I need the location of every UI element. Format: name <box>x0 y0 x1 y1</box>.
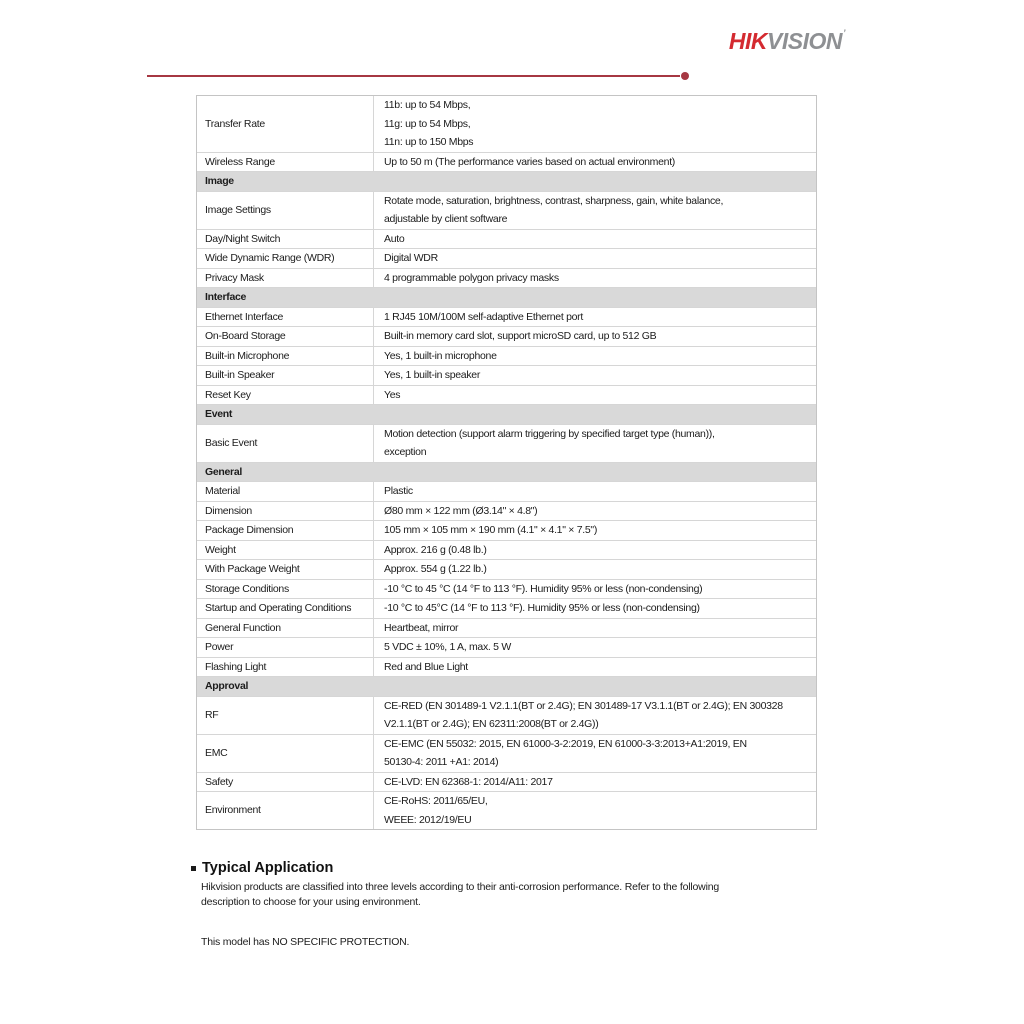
table-row <box>197 696 816 734</box>
spec-value-line: Built-in memory card slot, support microSD card, up to 512 GB <box>384 330 657 342</box>
spec-label: Safety <box>197 773 374 792</box>
section-header-interface: Interface <box>197 287 816 307</box>
spec-label: Package Dimension <box>197 521 374 540</box>
spec-value <box>374 580 816 599</box>
spec-value-line: Up to 50 m (The performance varies based on actual environment) <box>384 155 676 168</box>
spec-value <box>374 425 816 462</box>
spec-value <box>374 502 816 521</box>
table-row <box>197 598 816 618</box>
header-divider-line <box>147 75 680 77</box>
spec-label: Weight <box>197 541 374 560</box>
spec-value <box>374 619 816 638</box>
spec-label: Power <box>197 638 374 657</box>
spec-value-line: CE-RED (EN 301489-1 V2.1.1(BT or 2.4G); EN 301489-17 V3.1.1(BT or 2.4G); EN 300328 <box>384 699 783 712</box>
spec-value <box>374 599 816 618</box>
spec-value-line: Approx. 216 g (0.48 lb.) <box>384 543 487 556</box>
spec-label: Ethernet Interface <box>197 308 374 327</box>
spec-value-line: Plastic <box>384 485 413 497</box>
table-row <box>197 579 816 599</box>
spec-value-line: 50130-4: 2011 +A1: 2014) <box>384 756 499 768</box>
table-row <box>197 96 816 152</box>
section-header-approval: Approval <box>197 676 816 696</box>
spec-label: Dimension <box>197 502 374 521</box>
table-row <box>197 618 816 638</box>
section-header-general: General <box>197 462 816 482</box>
spec-value-line: Rotate mode, saturation, brightness, contrast, sharpness, gain, white balance, <box>384 194 724 207</box>
spec-value-line: Auto <box>384 232 405 245</box>
logo-trademark-mark: ’ <box>842 28 845 38</box>
spec-value-line: 11g: up to 54 Mbps, <box>384 117 471 130</box>
spec-value <box>374 96 816 152</box>
spec-value-line: Approx. 554 g (1.22 lb.) <box>384 563 487 575</box>
table-row <box>197 229 816 249</box>
spec-label: With Package Weight <box>197 560 374 579</box>
body-line: Hikvision products are classified into three levels according to their anti-corrosion performance. Refer to the following <box>201 881 719 893</box>
section-header-image: Image <box>197 171 816 191</box>
table-row <box>197 191 816 229</box>
spec-value-line: -10 °C to 45°C (14 °F to 113 °F). Humidity 95% or less (non-condensing) <box>384 602 700 614</box>
table-row <box>197 481 816 501</box>
spec-label: Transfer Rate <box>197 96 374 152</box>
spec-value-line: 5 VDC ± 10%, 1 A, max. 5 W <box>384 641 511 653</box>
spec-value <box>374 697 816 734</box>
typical-application-title: Typical Application <box>202 860 334 876</box>
divider-end-dot <box>681 72 689 80</box>
spec-label: Reset Key <box>197 386 374 405</box>
table-row <box>197 152 816 172</box>
spec-label: Built-in Speaker <box>197 366 374 385</box>
spec-label: Material <box>197 482 374 501</box>
logo-vision-text: VISION <box>767 28 842 54</box>
spec-value <box>374 249 816 268</box>
spec-value-line: 4 programmable polygon privacy masks <box>384 271 559 284</box>
spec-value <box>374 735 816 772</box>
table-row <box>197 365 816 385</box>
spec-value-line: WEEE: 2012/19/EU <box>384 813 472 826</box>
spec-label: General Function <box>197 619 374 638</box>
body-line: description to choose for your using environment. <box>201 896 421 908</box>
spec-label: Basic Event <box>197 425 374 462</box>
spec-label: Wide Dynamic Range (WDR) <box>197 249 374 268</box>
typical-application-body <box>201 880 841 910</box>
spec-value <box>374 347 816 366</box>
spec-value-line: 11n: up to 150 Mbps <box>384 136 474 148</box>
spec-value <box>374 521 816 540</box>
spec-value-line: CE-RoHS: 2011/65/EU, <box>384 795 488 807</box>
spec-value <box>374 658 816 677</box>
spec-value-line: Yes <box>384 388 401 401</box>
table-row <box>197 637 816 657</box>
spec-value-line: 11b: up to 54 Mbps, <box>384 99 471 111</box>
table-row <box>197 248 816 268</box>
section-header-event: Event <box>197 404 816 424</box>
table-row <box>197 385 816 405</box>
typical-application-section <box>201 860 841 948</box>
spec-label: Startup and Operating Conditions <box>197 599 374 618</box>
protection-note: This model has NO SPECIFIC PROTECTION. <box>201 936 410 948</box>
spec-value <box>374 638 816 657</box>
spec-label: Storage Conditions <box>197 580 374 599</box>
square-bullet-icon <box>191 866 196 871</box>
spec-value-line: Motion detection (support alarm triggering by specified target type (human)), <box>384 427 715 440</box>
spec-table <box>196 95 817 830</box>
spec-value <box>374 230 816 249</box>
table-row <box>197 772 816 792</box>
spec-value <box>374 366 816 385</box>
spec-value-line: Digital WDR <box>384 252 438 264</box>
spec-value-line: Yes, 1 built-in speaker <box>384 369 481 381</box>
spec-value <box>374 773 816 792</box>
table-row <box>197 268 816 288</box>
table-row <box>197 734 816 772</box>
table-row <box>197 346 816 366</box>
spec-value <box>374 192 816 229</box>
spec-label: Wireless Range <box>197 153 374 172</box>
table-row <box>197 326 816 346</box>
table-row <box>197 540 816 560</box>
spec-value-line: Heartbeat, mirror <box>384 621 459 634</box>
spec-label: Day/Night Switch <box>197 230 374 249</box>
spec-value <box>374 386 816 405</box>
table-row <box>197 424 816 462</box>
spec-label: RF <box>197 697 374 734</box>
spec-label: On-Board Storage <box>197 327 374 346</box>
spec-value-line: 105 mm × 105 mm × 190 mm (4.1" × 4.1" × 7.5") <box>384 524 598 536</box>
table-row <box>197 791 816 829</box>
hikvision-logo <box>729 28 845 55</box>
spec-label: Built-in Microphone <box>197 347 374 366</box>
spec-label: Flashing Light <box>197 658 374 677</box>
spec-value <box>374 269 816 288</box>
table-row <box>197 559 816 579</box>
spec-label: Environment <box>197 792 374 829</box>
spec-value <box>374 792 816 829</box>
spec-value-line: -10 °C to 45 °C (14 °F to 113 °F). Humidity 95% or less (non-condensing) <box>384 582 703 595</box>
spec-label: EMC <box>197 735 374 772</box>
typical-application-heading <box>191 860 841 876</box>
spec-value-line: 1 RJ45 10M/100M self-adaptive Ethernet port <box>384 310 583 323</box>
spec-value <box>374 153 816 172</box>
spec-value <box>374 308 816 327</box>
spec-value <box>374 482 816 501</box>
spec-value <box>374 560 816 579</box>
table-row <box>197 307 816 327</box>
table-row <box>197 520 816 540</box>
spec-value-line: Red and Blue Light <box>384 660 468 673</box>
spec-value-line: Yes, 1 built-in microphone <box>384 349 497 362</box>
table-row <box>197 501 816 521</box>
spec-label: Privacy Mask <box>197 269 374 288</box>
logo-hik-text: HIK <box>728 28 768 54</box>
spec-value-line: V2.1.1(BT or 2.4G); EN 62311:2008(BT or 2.4G)) <box>384 718 599 730</box>
spec-value-line: CE-LVD: EN 62368-1: 2014/A11: 2017 <box>384 775 553 788</box>
spec-value-line: Ø80 mm × 122 mm (Ø3.14" × 4.8") <box>384 504 538 517</box>
spec-value <box>374 541 816 560</box>
spec-value-line: exception <box>384 446 427 458</box>
spec-label: Image Settings <box>197 192 374 229</box>
spec-value <box>374 327 816 346</box>
spec-value-line: adjustable by client software <box>384 213 508 225</box>
table-row <box>197 657 816 677</box>
spec-value-line: CE-EMC (EN 55032: 2015, EN 61000-3-2:2019, EN 61000-3-3:2013+A1:2019, EN <box>384 737 747 750</box>
